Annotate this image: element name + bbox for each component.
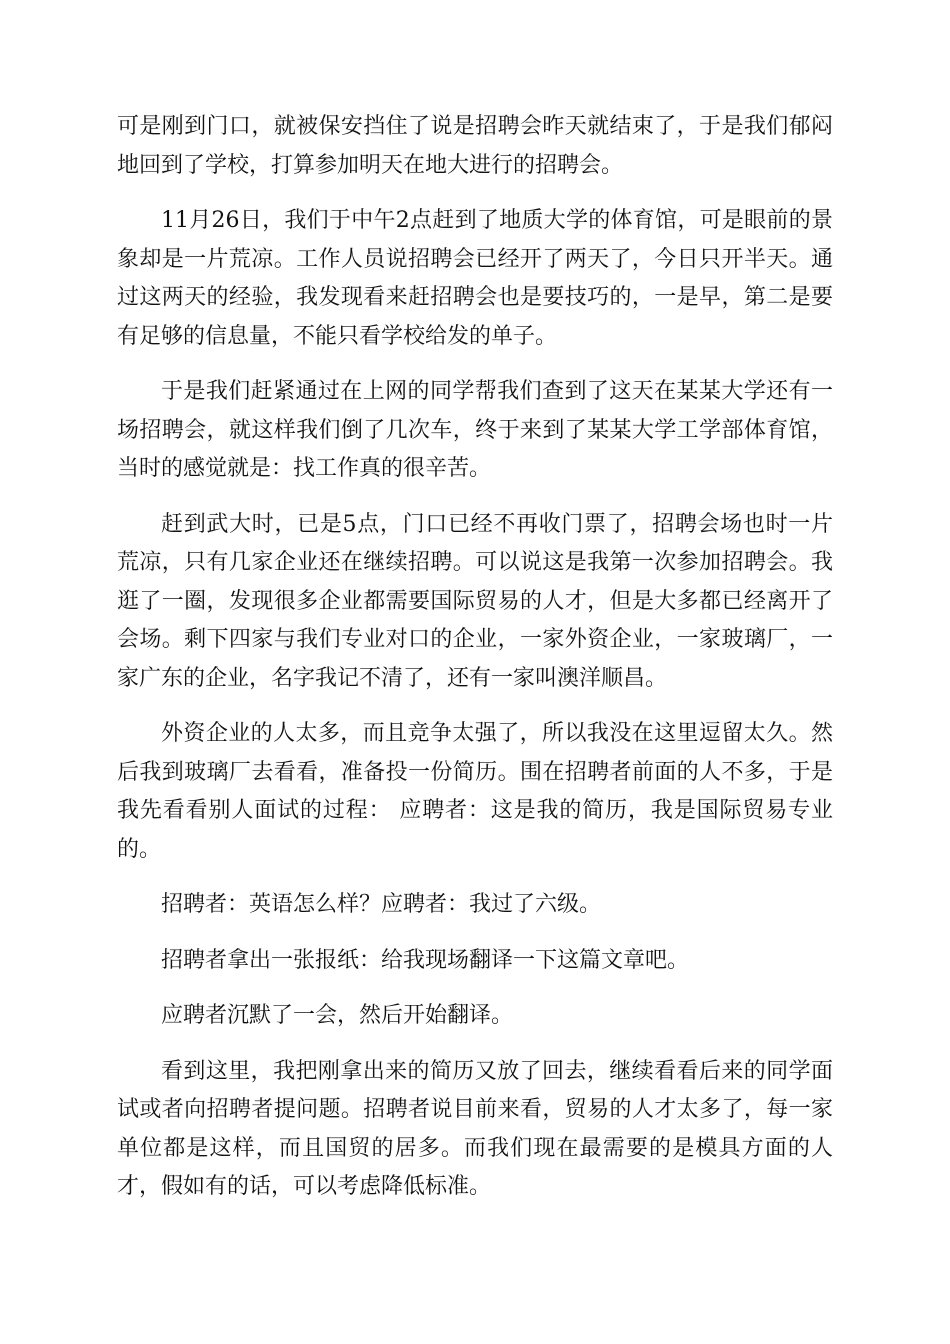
paragraph-2: 11月26日，我们于中午2点赶到了地质大学的体育馆，可是眼前的景象却是一片荒凉。工作人员说招聘会已经开了两天了，今日只开半天。通过这两天的经验，我发现看来赶招聘会也是要技巧的，一是早，第二是要有足够的信息量，不能只看学校给发的单子。 xyxy=(117,208,833,349)
paragraph-7: 招聘者拿出一张报纸：给我现场翻译一下这篇文章吧。 xyxy=(161,947,690,973)
paragraph-9: 看到这里，我把刚拿出来的简历又放了回去，继续看看后来的同学面试或者向招聘者提问题。招聘者说目前来看，贸易的人才太多了，每一家单位都是这样，而且国贸的居多。而我们现在最需要的是模具方面的人才，假如有的话，可以考虑降低标准。 xyxy=(117,1058,833,1199)
paragraph-1: 可是刚到门口，就被保安挡住了说是招聘会昨天就结束了，于是我们郁闷地回到了学校，打算参加明天在地大进行的招聘会。 xyxy=(117,114,833,178)
paragraph-8: 应聘者沉默了一会，然后开始翻译。 xyxy=(161,1003,514,1028)
paragraph-4: 赶到武大时，已是5点，门口已经不再收门票了，招聘会场也时一片荒凉，只有几家企业还在继续招聘。可以说这是我第一次参加招聘会。我逛了一圈，发现很多企业都需要国际贸易的人才，但是大多都已经离开了会场。剩下四家与我们专业对口的企业，一家外资企业，一家玻璃厂，一家广东的企业，名字我记不清了，还有一家叫澳洋顺昌。 xyxy=(117,511,833,691)
body-text xyxy=(117,108,833,1224)
paragraph-5: 外资企业的人太多，而且竞争太强了，所以我没在这里逗留太久。然后我到玻璃厂去看看，准备投一份简历。围在招聘者前面的人不多，于是我先看看别人面试的过程： 应聘者：这是我的简历，我是国际贸易专业的。 xyxy=(117,721,833,862)
paragraph-6: 招聘者：英语怎么样？应聘者：我过了六级。 xyxy=(161,892,602,917)
paragraph-3: 于是我们赶紧通过在上网的同学帮我们查到了这天在某某大学还有一场招聘会，就这样我们倒了几次车，终于来到了某某大学工学部体育馆，当时的感觉就是：找工作真的很辛苦。 xyxy=(117,379,833,481)
